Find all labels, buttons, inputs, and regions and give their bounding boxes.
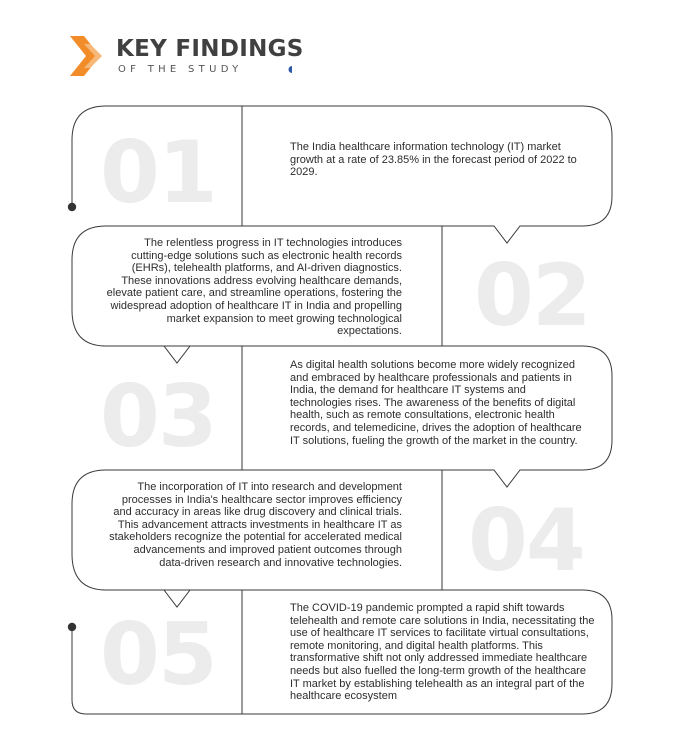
finding-number-05: 05 xyxy=(100,605,216,705)
finding-text-03: As digital health solutions become more widely recognized and embraced by healthcare professionals and patients in India, the demand for healthcare IT systems and technologies rises. The awareness of the benefits of digital health, such as remote consultations, electronic health records, and telemedicine, drives the adoption of healthcare IT solutions, fueling the growth of the market in the country. xyxy=(290,359,582,447)
page-title: KEY FINDINGS xyxy=(116,36,304,62)
finding-text-04: The incorporation of IT into research and development processes in India's healthcare sector improves efficiency and accuracy in areas like drug discovery and clinical trials. This advancement attracts investments in healthcare IT as stakeholders recognize the potential for accelerated medical advancements and improved patient outcomes through data-driven research and innovative technologies. xyxy=(109,481,402,569)
finding-number-02: 02 xyxy=(474,246,590,346)
finding-number-03: 03 xyxy=(100,367,216,467)
finding-text-02: The relentless progress in IT technologies introduces cutting-edge solutions such as electronic health records (EHRs), telehealth platforms, and AI-driven diagnostics. These innovations address evolving healthcare demands, elevate patient care, and streamline operations, fostering the widespread adoption of healthcare IT in India and propelling market expansion to meet growing technological expectations. xyxy=(106,237,402,338)
connector-dot-bottom xyxy=(68,623,76,631)
finding-number-01: 01 xyxy=(100,123,216,223)
finding-text-01: The India healthcare information technology (IT) market growth at a rate of 23.85% in the forecast period of 2022 to 2029. xyxy=(290,141,577,179)
page-subtitle: OF THE STUDY xyxy=(118,64,243,75)
connector-dot-top xyxy=(68,203,76,211)
finding-text-05: The COVID-19 pandemic prompted a rapid shift towards telehealth and remote care solutions in India, necessitating the use of healthcare IT services to facilitate virtual consultations, remote monitoring, and digital health platforms. This transformative shift not only addressed immediate healthcare needs but also fuelled the long-term growth of the healthcare IT market by establishing telehealth as an integral part of the healthcare ecosystem xyxy=(290,602,595,703)
finding-number-04: 04 xyxy=(468,491,584,591)
